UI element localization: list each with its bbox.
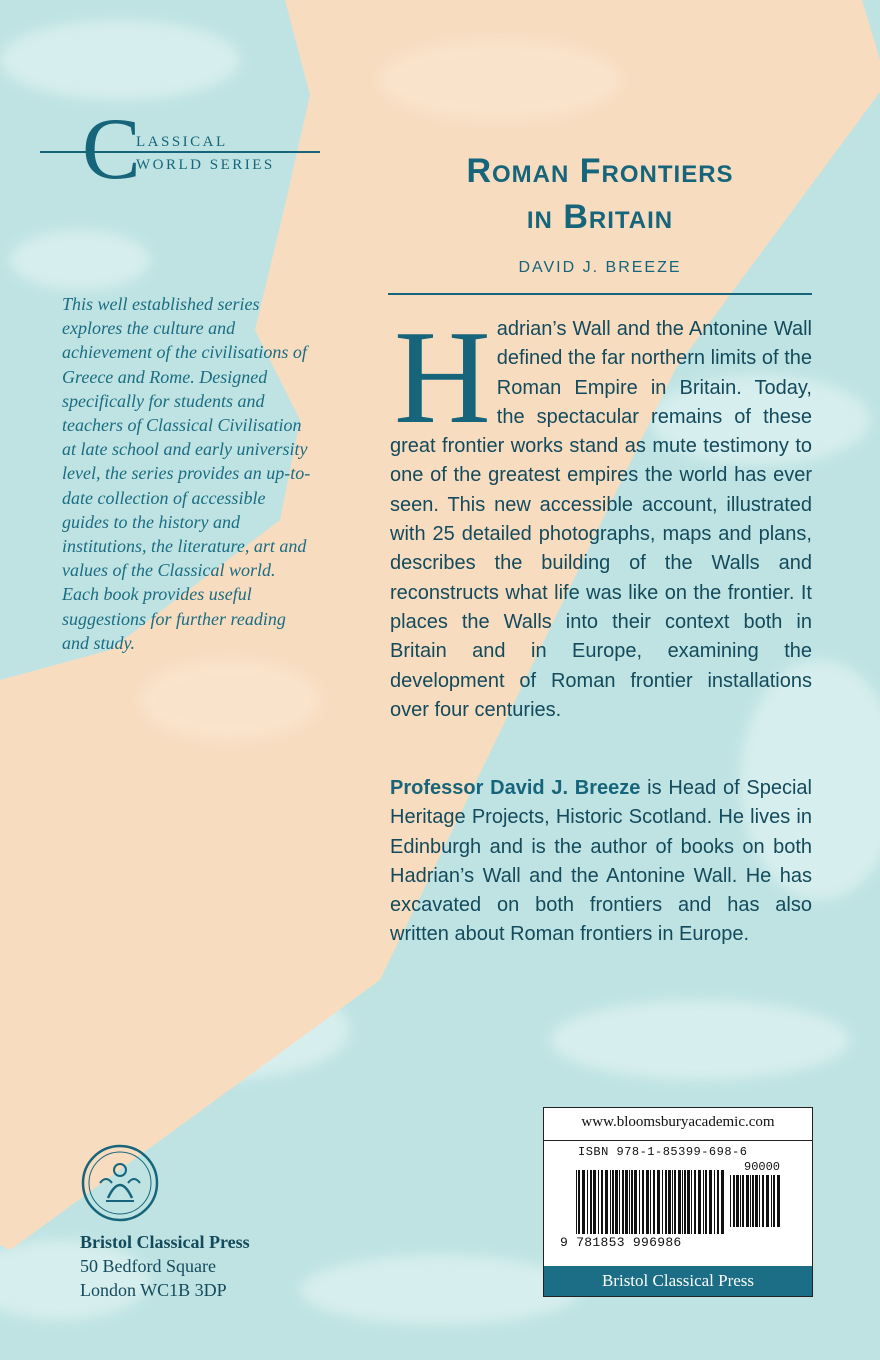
- title-line-2: in Britain: [526, 198, 674, 236]
- box-rule: [544, 1140, 812, 1141]
- publisher-website: www.bloomsburyacademic.com: [581, 1114, 775, 1130]
- barcode-icon: [576, 1170, 726, 1234]
- logo-initial: C: [82, 101, 141, 198]
- series-blurb: This well established series explores the culture and achievement of the civilisations of Greece and Rome. Designed specifically for students and teachers of Classical Civilisation at late school and early university level, the series provides an up-to-date collection of accessible guides to the history and institutions, the literature, art and values of the Classical world. Each book provides useful suggestions for further reading and study.: [62, 294, 311, 653]
- book-description: [390, 303, 812, 725]
- logo-line-2: WORLD SERIES: [136, 157, 275, 173]
- barcode-box: [543, 1107, 813, 1297]
- ean-digits: 9 781853 996986: [560, 1235, 682, 1250]
- title-line-1: Roman Frontiers: [466, 152, 734, 190]
- barcode-footer: Bristol Classical Press: [544, 1266, 812, 1296]
- title-rule: [388, 293, 812, 295]
- publisher-name: Bristol Classical Press: [80, 1232, 250, 1252]
- series-logo: [40, 101, 320, 198]
- drop-cap: H: [394, 303, 491, 451]
- bio-text: is Head of Special Heritage Projects, Historic Scotland. He lives in Edinburgh and is the author of books on both Hadrian’s Wall and the Antonine Wall. He has excavated on both frontiers and has also written about Roman frontiers in Europe.: [390, 777, 812, 946]
- price-code: 90000: [744, 1160, 781, 1174]
- author-bio: [390, 774, 812, 950]
- publisher-address-1: 50 Bedford Square: [80, 1256, 216, 1276]
- book-title: [388, 148, 812, 240]
- publisher-address-2: London WC1B 3DP: [80, 1280, 227, 1300]
- logo-line-1: LASSICAL: [136, 134, 228, 150]
- bio-name: Professor David J. Breeze: [390, 777, 641, 799]
- author-name: DAVID J. BREEZE: [518, 259, 682, 276]
- isbn-text: ISBN 978-1-85399-698-6: [578, 1145, 748, 1159]
- barcode-addon-icon: [730, 1175, 782, 1227]
- description-text: adrian’s Wall and the Antonine Wall defined the far northern limits of the Roman Empire in Britain. Today, the spectacular remains of these great frontier works stand as mute testimony to one of the greatest empires the world has ever seen. This new accessible account, illustrated with 25 detailed photographs, maps and plans, describes the building of the Walls and reconstructs what life was like on the frontier. It places the Walls into their context both in Britain and in Europe, examining the development of Roman frontier installations over four centuries.: [390, 318, 812, 721]
- publisher-block: [80, 1230, 250, 1302]
- publisher-seal-icon: [80, 1143, 160, 1223]
